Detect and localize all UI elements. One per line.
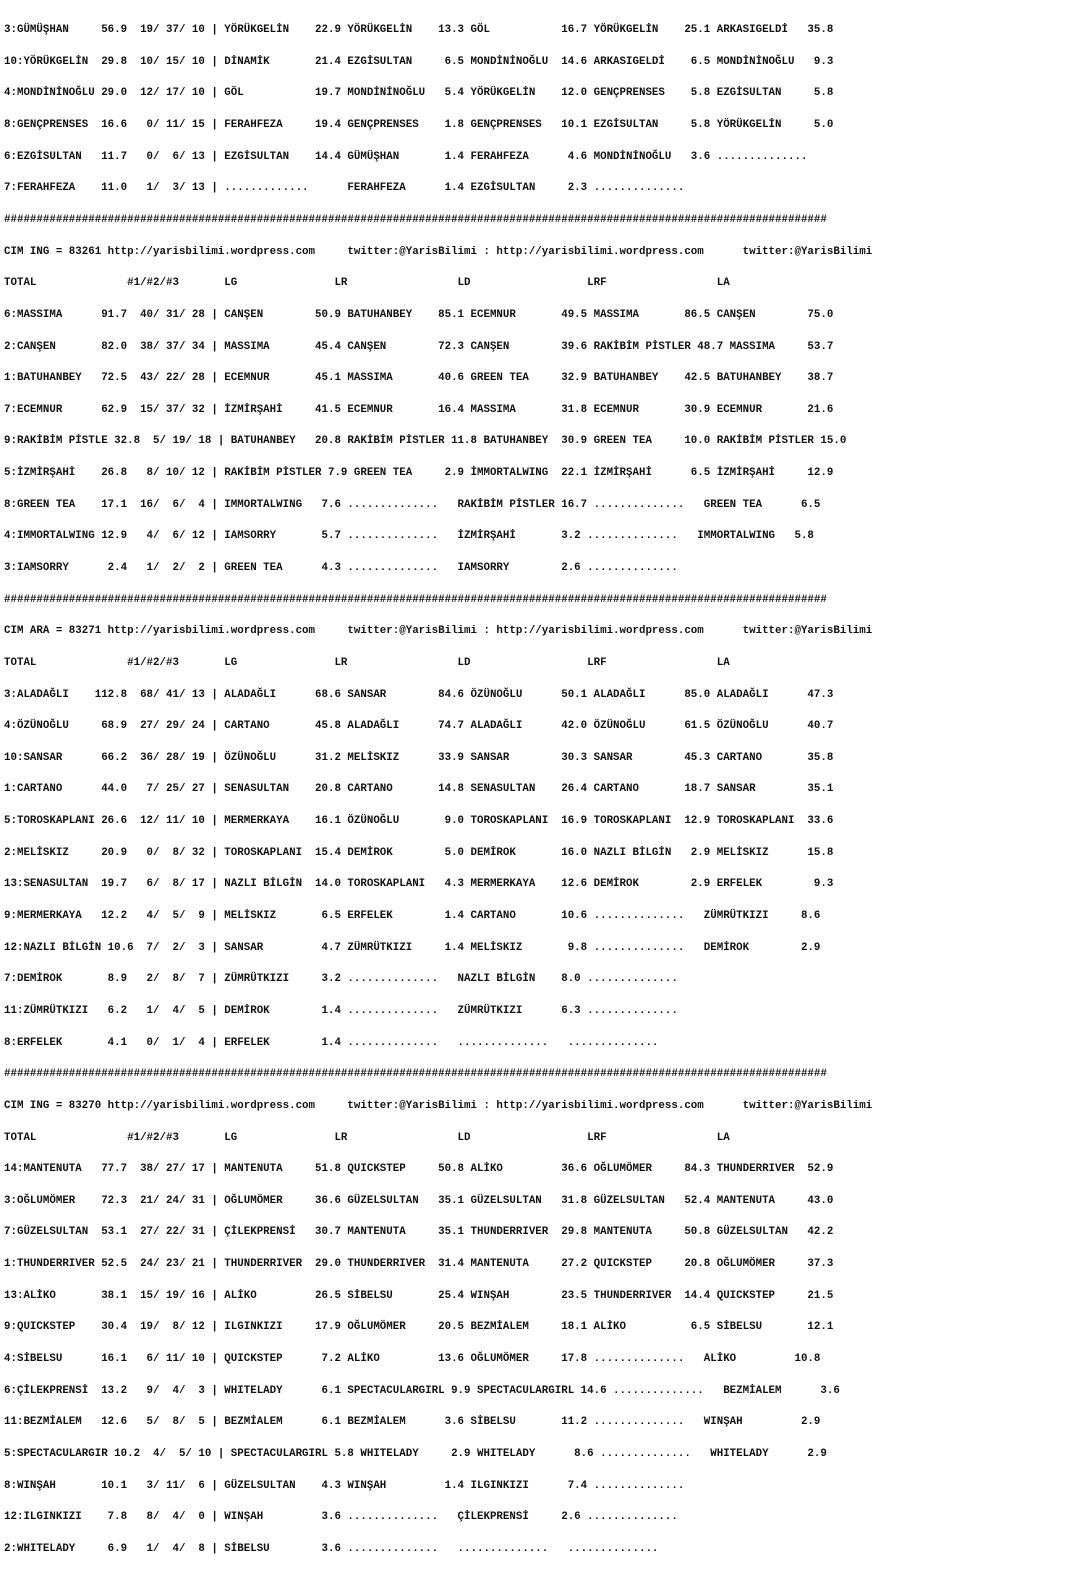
text-line: 1:THUNDERRIVER 52.5 24/ 23/ 21 | THUNDERRIVER 29.0 THUNDERRIVER 31.4 MANTENUTA 27.2 QUICKSTEP 20.8 OĞLUMÖMER 37.3 — [4, 1258, 834, 1271]
race-results-text — [0, 4, 872, 1575]
text-line: 2:CANŞEN 82.0 38/ 37/ 34 | MASSIMA 45.4 CANŞEN 72.3 CANŞEN 39.6 RAKİBİM PİSTLER 48.7 MASSIMA 53.7 — [4, 340, 834, 353]
text-line: 7:DEMİROK 8.9 2/ 8/ 7 | ZÜMRÜTKIZI 3.2 .............. NAZLI BİLGİN 8.0 .............. — [4, 973, 678, 986]
text-line: 8:WINŞAH 10.1 3/ 11/ 6 | GÜZELSULTAN 4.3 WINŞAH 1.4 ILGINKIZI 7.4 .............. — [4, 1479, 685, 1492]
text-line: 13:SENASULTAN 19.7 6/ 8/ 17 | NAZLI BİLGİN 14.0 TOROSKAPLANI 4.3 MERMERKAYA 12.6 DEMİROK 2.9 ERFELEK 9.3 — [4, 878, 834, 891]
text-line: 4:SİBELSU 16.1 6/ 11/ 10 | QUICKSTEP 7.2 ALİKO 13.6 OĞLUMÖMER 17.8 .............. ALİKO 10.8 — [4, 1353, 821, 1365]
text-line: 9:RAKİBİM PİSTLE 32.8 5/ 19/ 18 | BATUHANBEY 20.8 RAKİBİM PİSTLER 11.8 BATUHANBEY 30.9 GREEN TEA 10.0 RAKİBİM PİSTLER 15.0 — [4, 435, 847, 448]
text-line: 14:MANTENUTA 77.7 38/ 27/ 17 | MANTENUTA 51.8 QUICKSTEP 50.8 ALİKO 36.6 OĞLUMÖMER 84.3 THUNDERRIVER 52.9 — [4, 1163, 834, 1176]
text-line: 3:OĞLUMÖMER 72.3 21/ 24/ 31 | OĞLUMÖMER 36.6 GÜZELSULTAN 35.1 GÜZELSULTAN 31.8 GÜZELSULTAN 52.4 MANTENUTA 43.0 — [4, 1194, 834, 1207]
text-line: 6:EZGİSULTAN 11.7 0/ 6/ 13 | EZGİSULTAN 14.4 GÜMÜŞHAN 1.4 FERAHFEZA 4.6 MONDİNİNOĞLU 3.6 .............. — [4, 150, 808, 163]
text-line: 1:BATUHANBEY 72.5 43/ 22/ 28 | ECEMNUR 45.1 MASSIMA 40.6 GREEN TEA 32.9 BATUHANBEY 42.5 BATUHANBEY 38.7 — [4, 372, 834, 385]
text-line: 12:NAZLI BİLGİN 10.6 7/ 2/ 3 | SANSAR 4.7 ZÜMRÜTKIZI 1.4 MELİSKIZ 9.8 .............. DEMİROK 2.9 — [4, 941, 821, 954]
text-line: 12:ILGINKIZI 7.8 8/ 4/ 0 | WINŞAH 3.6 .............. ÇİLEKPRENSİ 2.6 .............. — [4, 1511, 678, 1524]
text-line: 3:ALADAĞLI 112.8 68/ 41/ 13 | ALADAĞLI 68.6 SANSAR 84.6 ÖZÜNOĞLU 50.1 ALADAĞLI 85.0 ALADAĞLI 47.3 — [4, 688, 834, 701]
column-header: TOTAL #1/#2/#3 LG LR LD LRF LA — [4, 1131, 730, 1144]
text-line: 3:IAMSORRY 2.4 1/ 2/ 2 | GREEN TEA 4.3 .............. IAMSORRY 2.6 .............. — [4, 561, 678, 574]
text-line: 7:GÜZELSULTAN 53.1 27/ 22/ 31 | ÇİLEKPRENSİ 30.7 MANTENUTA 35.1 THUNDERRIVER 29.8 MANTENUTA 50.8 GÜZELSULTAN 42.2 — [4, 1226, 834, 1239]
text-line: 5:TOROSKAPLANI 26.6 12/ 11/ 10 | MERMERKAYA 16.1 ÖZÜNOĞLU 9.0 TOROSKAPLANI 16.9 TOROSKAPLANI 12.9 TOROSKAPLANI 33.6 — [4, 815, 834, 828]
text-line: 11:BEZMİALEM 12.6 5/ 8/ 5 | BEZMİALEM 6.1 BEZMİALEM 3.6 SİBELSU 11.2 .............. WINŞAH 2.9 — [4, 1416, 821, 1429]
text-line: 5:İZMİRŞAHİ 26.8 8/ 10/ 12 | RAKİBİM PİSTLER 7.9 GREEN TEA 2.9 İMMORTALWING 22.1 İZMİRŞAHİ 6.5 İZMİRŞAHİ 12.9 — [4, 467, 834, 480]
text-line: 4:ÖZÜNOĞLU 68.9 27/ 29/ 24 | CARTANO 45.8 ALADAĞLI 74.7 ALADAĞLI 42.0 ÖZÜNOĞLU 61.5 ÖZÜNOĞLU 40.7 — [4, 720, 834, 733]
text-line: 8:GENÇPRENSES 16.6 0/ 11/ 15 | FERAHFEZA 19.4 GENÇPRENSES 1.8 GENÇPRENSES 10.1 EZGİSULTAN 5.8 YÖRÜKGELİN 5.0 — [4, 119, 834, 132]
race-header: CIM ING = 83270 http://yarisbilimi.wordpress.com twitter:@YarisBilimi : http://yarisbilimi.wordpress.com twitter:@YarisBilimi — [4, 1099, 873, 1112]
separator-line: ############################################################################################################################### — [4, 593, 827, 606]
text-line: 3:GÜMÜŞHAN 56.9 19/ 37/ 10 | YÖRÜKGELİN 22.9 YÖRÜKGELİN 13.3 GÖL 16.7 YÖRÜKGELİN 25.1 ARKASIGELDİ 35.8 — [4, 24, 834, 37]
text-line: 6:ÇİLEKPRENSİ 13.2 9/ 4/ 3 | WHITELADY 6.1 SPECTACULARGIRL 9.9 SPECTACULARGIRL 14.6 .............. BEZMİALEM 3.6 — [4, 1384, 840, 1397]
separator-line: ############################################################################################################################### — [4, 1068, 827, 1081]
separator-line: ############################################################################################################################### — [4, 213, 827, 226]
text-line: 1:CARTANO 44.0 7/ 25/ 27 | SENASULTAN 20.8 CARTANO 14.8 SENASULTAN 26.4 CARTANO 18.7 SANSAR 35.1 — [4, 783, 834, 796]
text-line: 10:YÖRÜKGELİN 29.8 10/ 15/ 10 | DİNAMİK 21.4 EZGİSULTAN 6.5 MONDİNİNOĞLU 14.6 ARKASIGELDİ 6.5 MONDİNİNOĞLU 9.3 — [4, 55, 834, 68]
text-line: 8:ERFELEK 4.1 0/ 1/ 4 | ERFELEK 1.4 .............. .............. .............. — [4, 1036, 659, 1049]
text-line: 5:SPECTACULARGIR 10.2 4/ 5/ 10 | SPECTACULARGIRL 5.8 WHITELADY 2.9 WHITELADY 8.6 .............. WHITELADY 2.9 — [4, 1447, 827, 1460]
text-line: 13:ALİKO 38.1 15/ 19/ 16 | ALİKO 26.5 SİBELSU 25.4 WINŞAH 23.5 THUNDERRIVER 14.4 QUICKSTEP 21.5 — [4, 1289, 834, 1302]
race-header: CIM ING = 83261 http://yarisbilimi.wordpress.com twitter:@YarisBilimi : http://yarisbilimi.wordpress.com twitter:@YarisBilimi — [4, 245, 873, 258]
column-header: TOTAL #1/#2/#3 LG LR LD LRF LA — [4, 656, 730, 669]
text-line: 9:QUICKSTEP 30.4 19/ 8/ 12 | ILGINKIZI 17.9 OĞLUMÖMER 20.5 BEZMİALEM 18.1 ALİKO 6.5 SİBELSU 12.1 — [4, 1321, 834, 1334]
text-line: 7:ECEMNUR 62.9 15/ 37/ 32 | İZMİRŞAHİ 41.5 ECEMNUR 16.4 MASSIMA 31.8 ECEMNUR 30.9 ECEMNUR 21.6 — [4, 403, 834, 416]
race-header: CIM ARA = 83271 http://yarisbilimi.wordpress.com twitter:@YarisBilimi : http://yarisbilimi.wordpress.com twitter:@YarisBilimi — [4, 625, 873, 638]
text-line: 11:ZÜMRÜTKIZI 6.2 1/ 4/ 5 | DEMİROK 1.4 .............. ZÜMRÜTKIZI 6.3 .............. — [4, 1004, 678, 1017]
text-line: 10:SANSAR 66.2 36/ 28/ 19 | ÖZÜNOĞLU 31.2 MELİSKIZ 33.9 SANSAR 30.3 SANSAR 45.3 CARTANO 35.8 — [4, 751, 834, 764]
text-line: 4:MONDİNİNOĞLU 29.0 12/ 17/ 10 | GÖL 19.7 MONDİNİNOĞLU 5.4 YÖRÜKGELİN 12.0 GENÇPRENSES 5.8 EZGİSULTAN 5.8 — [4, 87, 834, 100]
column-header: TOTAL #1/#2/#3 LG LR LD LRF LA — [4, 277, 730, 290]
text-line: 6:MASSIMA 91.7 40/ 31/ 28 | CANŞEN 50.9 BATUHANBEY 85.1 ECEMNUR 49.5 MASSIMA 86.5 CANŞEN 75.0 — [4, 308, 834, 321]
text-line: 7:FERAHFEZA 11.0 1/ 3/ 13 | ............. FERAHFEZA 1.4 EZGİSULTAN 2.3 .............. — [4, 182, 685, 195]
text-line: 2:MELİSKIZ 20.9 0/ 8/ 32 | TOROSKAPLANI 15.4 DEMİROK 5.0 DEMİROK 16.0 NAZLI BİLGİN 2.9 MELİSKIZ 15.8 — [4, 846, 834, 859]
text-line: 4:IMMORTALWING 12.9 4/ 6/ 12 | IAMSORRY 5.7 .............. İZMİRŞAHİ 3.2 .............. IMMORTALWING 5.8 — [4, 530, 814, 543]
text-line: 2:WHITELADY 6.9 1/ 4/ 8 | SİBELSU 3.6 .............. .............. .............. — [4, 1542, 659, 1555]
text-line: 9:MERMERKAYA 12.2 4/ 5/ 9 | MELİSKIZ 6.5 ERFELEK 1.4 CARTANO 10.6 .............. ZÜMRÜTKIZI 8.6 — [4, 910, 821, 923]
text-line: 8:GREEN TEA 17.1 16/ 6/ 4 | IMMORTALWING 7.6 .............. RAKİBİM PİSTLER 16.7 .............. GREEN TEA 6.5 — [4, 498, 821, 511]
